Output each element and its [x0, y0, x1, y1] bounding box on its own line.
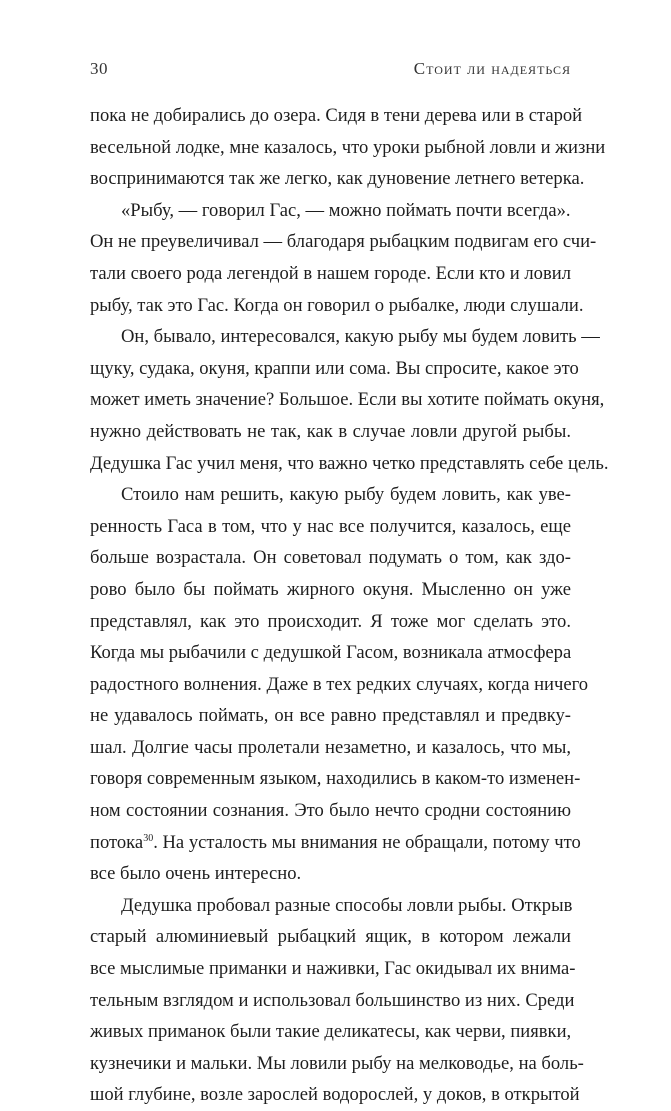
text-line-with-footnote	[90, 827, 581, 859]
text-line: щуку, судака, окуня, краппи или сома. Вы спросите, какое это	[90, 357, 579, 379]
text-line: ренность Гаса в том, что у нас все получится, казалось, еще	[90, 515, 571, 537]
text-line: весельной лодке, мне казалось, что уроки рыбной ловли и жизни	[90, 136, 606, 158]
text-line: тельным взглядом и использовал большинство из них. Среди	[90, 989, 575, 1011]
text-line: Он, бывало, интересовался, какую рыбу мы будем ловить —	[121, 326, 600, 348]
text-line: может иметь значение? Большое. Если вы хотите поймать окуня,	[90, 389, 605, 411]
text-line: говоря современным языком, находились в каком-то изменен-	[90, 768, 581, 790]
text-line: Дедушка Гас учил меня, что важно четко представлять себе цель.	[90, 452, 609, 474]
text-line: «Рыбу, — говорил Гас, — можно поймать почти всегда».	[121, 199, 571, 221]
text-line: Когда мы рыбачили с дедушкой Гасом, возникала атмосфера	[90, 642, 572, 664]
text-line: кузнечики и мальки. Мы ловили рыбу на мелководье, на боль-	[90, 1052, 584, 1074]
text-fragment: потока	[90, 831, 144, 853]
text-line: больше возрастала. Он советовал подумать о том, как здо-	[90, 547, 571, 569]
text-line: представлял, как это происходит. Я тоже мог сделать это.	[90, 610, 571, 632]
text-line: радостного волнения. Даже в тех редких случаях, когда ничего	[90, 673, 589, 695]
running-title: Стоит ли надеяться	[413, 59, 571, 78]
footnote-ref: 30	[143, 832, 154, 844]
running-head	[90, 59, 571, 83]
page-number: 30	[90, 59, 108, 78]
text-line: Стоило нам решить, какую рыбу будем ловить, как уве-	[121, 484, 571, 506]
text-line: все было очень интересно.	[90, 863, 302, 885]
text-fragment: . На усталость мы внимания не обращали, потому что	[153, 831, 581, 853]
text-line: шал. Долгие часы пролетали незаметно, и казалось, что мы,	[90, 736, 571, 758]
text-line: живых приманок были такие деликатесы, как черви, пиявки,	[90, 1021, 572, 1043]
text-line: Дедушка пробовал разные способы ловли рыбы. Открыв	[121, 894, 573, 916]
text-line: Он не преувеличивал — благодаря рыбацким подвигам его счи-	[90, 231, 597, 253]
text-line: нужно действовать не так, как в случае ловли другой рыбы.	[90, 420, 571, 442]
text-line: ном состоянии сознания. Это было нечто сродни состоянию	[90, 800, 571, 822]
text-line: шой глубине, возле зарослей водорослей, у доков, в открытой	[90, 1084, 580, 1106]
text-line: рыбу, так это Гас. Когда он говорил о рыбалке, люди слушали.	[90, 294, 584, 316]
text-line: тали своего рода легендой в нашем городе. Если кто и ловил	[90, 262, 571, 284]
body-text	[90, 100, 609, 1111]
text-line: воспринимаются так же легко, как дуновение летнего ветерка.	[90, 168, 585, 190]
text-line: пока не добирались до озера. Сидя в тени дерева или в старой	[90, 105, 583, 126]
text-line: все мыслимые приманки и наживки, Гас окидывал их внима-	[90, 958, 576, 980]
text-line: рово было бы поймать жирного окуня. Мысленно он уже	[90, 578, 571, 600]
text-line: не удавалось поймать, он все равно представлял и предвку-	[90, 705, 571, 727]
text-line: старый алюминиевый рыбацкий ящик, в котором лежали	[90, 926, 571, 948]
